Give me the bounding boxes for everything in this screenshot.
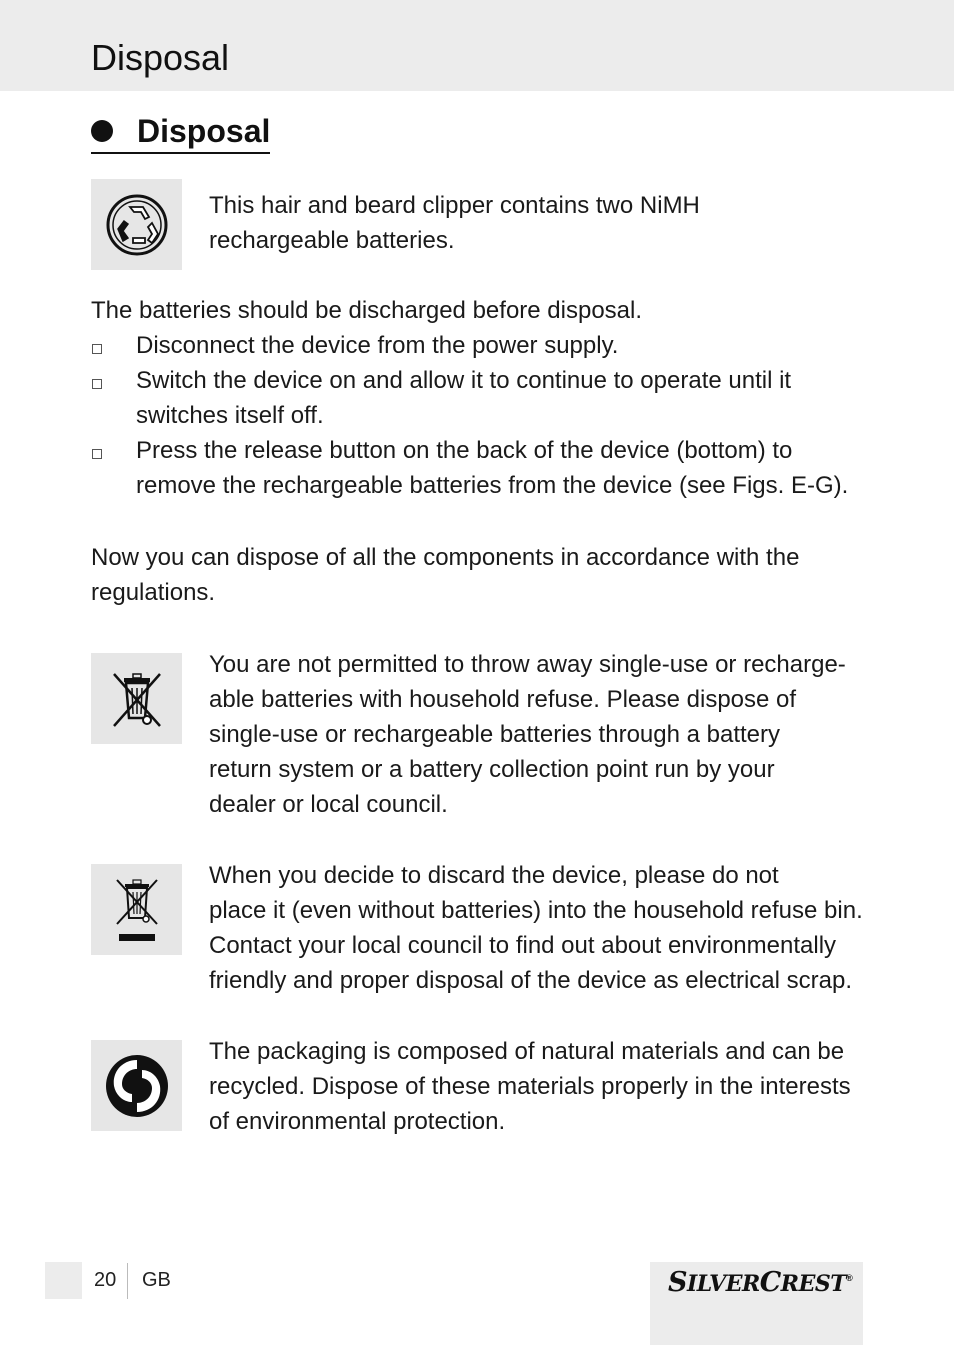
text-line: single-use or rechargeable batteries through a battery — [209, 721, 781, 748]
text-line: recycled. Dispose of these materials properly in the interests — [209, 1073, 851, 1100]
text-line: friendly and proper disposal of the device as electrical scrap. — [209, 967, 853, 994]
text-line: You are not permitted to throw away single-use or recharge- — [209, 651, 846, 678]
battery-refuse-text — [209, 647, 879, 822]
discharge-note: The batteries should be discharged before disposal. — [91, 297, 643, 324]
brand-letters: ILVER — [687, 1271, 760, 1297]
text-line: regulations. — [91, 579, 216, 606]
text-line: Now you can dispose of all the components in accordance with the — [91, 544, 800, 571]
list-item — [91, 433, 881, 503]
brand-letter: S — [668, 1267, 687, 1298]
heading-bullet-dot — [91, 120, 113, 142]
now-dispose-text — [91, 540, 881, 610]
registered-mark: ® — [846, 1273, 853, 1283]
text-line: able batteries with household refuse. Please dispose of — [209, 686, 797, 713]
text-line: Disconnect the device from the power supply. — [136, 332, 619, 359]
crossed-bin-weee-icon — [91, 864, 182, 955]
checkbox-bullet-icon — [92, 449, 102, 459]
crossed-bin-battery-icon — [91, 653, 182, 744]
batteries-intro-text — [209, 188, 869, 258]
text-line: switches itself off. — [136, 402, 324, 429]
brand-logo — [668, 1267, 852, 1298]
footer-language: GB — [142, 1269, 171, 1291]
text-line: Contact your local council to find out about environmentally — [209, 932, 837, 959]
brand-letters: REST — [780, 1271, 847, 1297]
device-discard-text — [209, 858, 889, 998]
section-heading — [91, 112, 270, 154]
text-line: Press the release button on the back of the device (bottom) to — [136, 437, 793, 464]
list-item — [91, 328, 881, 363]
text-line: Switch the device on and allow it to continue to operate until it — [136, 367, 792, 394]
text-line: The packaging is composed of natural materials and can be — [209, 1038, 845, 1065]
page-title: Disposal — [91, 37, 230, 78]
footer-divider — [127, 1263, 128, 1299]
steps-list — [91, 328, 881, 503]
page-number: 20 — [94, 1269, 117, 1291]
list-item — [91, 363, 881, 433]
checkbox-bullet-icon — [92, 344, 102, 354]
text-line: This hair and beard clipper contains two NiMH — [209, 192, 700, 219]
brand-letter: C — [759, 1267, 781, 1298]
checkbox-bullet-icon — [92, 379, 102, 389]
footer-marker — [45, 1262, 82, 1299]
section-heading-text: Disposal — [137, 113, 271, 149]
text-line: dealer or local council. — [209, 791, 448, 818]
text-line: When you decide to discard the device, please do not — [209, 862, 779, 889]
text-line: place it (even without batteries) into the household refuse bin. — [209, 897, 863, 924]
text-line: rechargeable batteries. — [209, 227, 455, 254]
text-line: return system or a battery collection point run by your — [209, 756, 775, 783]
packaging-text — [209, 1034, 889, 1139]
text-line: remove the rechargeable batteries from the device (see Figs. E-G). — [136, 472, 849, 499]
green-dot-icon — [91, 1040, 182, 1131]
text-line: of environmental protection. — [209, 1108, 506, 1135]
recycle-icon — [91, 179, 182, 270]
